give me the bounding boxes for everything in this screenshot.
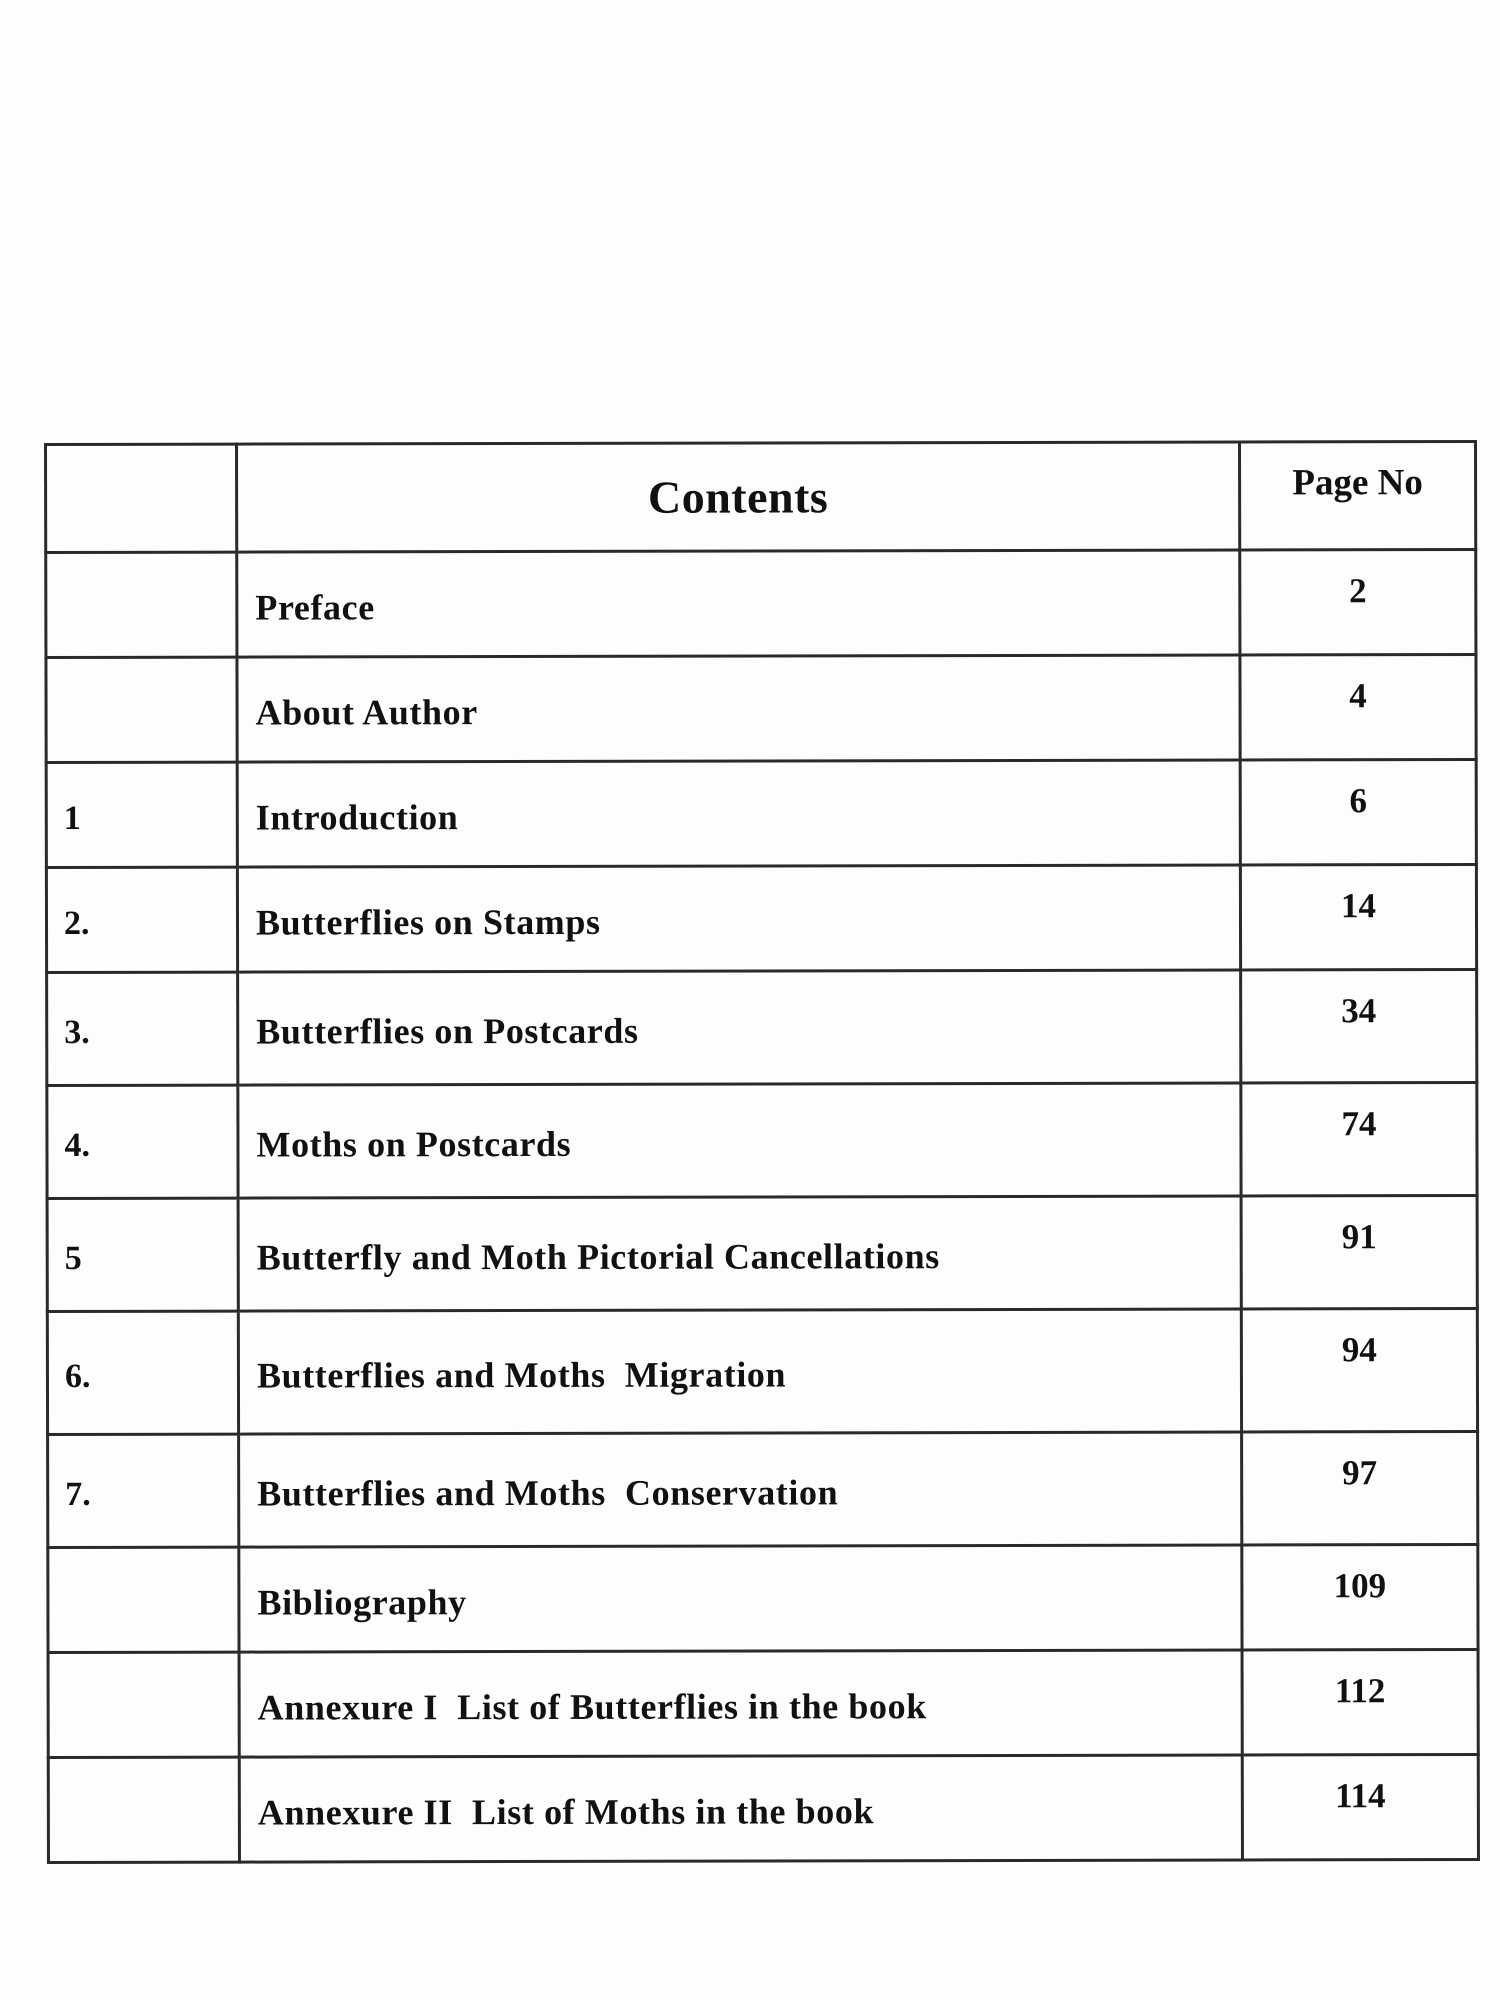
chapter-number: 1 — [46, 762, 237, 867]
chapter-number: 5 — [47, 1198, 238, 1311]
toc-row — [46, 865, 1476, 973]
header-number-cell — [46, 444, 237, 552]
contents-table — [44, 440, 1480, 1864]
contents-heading: Contents — [237, 442, 1240, 552]
chapter-number — [48, 1652, 239, 1757]
chapter-title: Annexure I List of Butterflies in the book — [239, 1650, 1242, 1757]
chapter-title: Butterflies and Moths Migration — [238, 1309, 1241, 1434]
chapter-page: 4 — [1240, 655, 1476, 760]
chapter-title: Annexure II List of Moths in the book — [239, 1755, 1242, 1862]
toc-row — [46, 655, 1476, 763]
page-number-heading: Page No — [1240, 442, 1476, 550]
chapter-page: 34 — [1241, 970, 1477, 1083]
chapter-number: 6. — [47, 1311, 238, 1434]
chapter-number — [48, 1757, 239, 1862]
chapter-title: Moths on Postcards — [238, 1083, 1241, 1198]
chapter-page: 97 — [1242, 1431, 1478, 1544]
toc-row — [47, 970, 1477, 1086]
chapter-title: Introduction — [237, 760, 1240, 867]
chapter-page: 94 — [1241, 1309, 1477, 1432]
chapter-title: Bibliography — [239, 1545, 1242, 1652]
toc-row — [47, 1309, 1477, 1435]
contents-header-row — [46, 442, 1476, 553]
toc-row — [46, 550, 1476, 658]
toc-row — [47, 1196, 1477, 1312]
chapter-page: 74 — [1241, 1083, 1477, 1196]
chapter-number — [46, 657, 237, 762]
toc-row — [47, 1083, 1477, 1199]
chapter-page: 114 — [1242, 1754, 1478, 1859]
toc-row — [48, 1754, 1478, 1862]
chapter-number: 4. — [47, 1085, 238, 1198]
chapter-page: 2 — [1240, 550, 1476, 655]
chapter-title: Butterflies and Moths Conservation — [239, 1432, 1242, 1547]
chapter-title: Preface — [237, 550, 1240, 657]
chapter-page: 91 — [1241, 1196, 1477, 1309]
chapter-page: 109 — [1242, 1544, 1478, 1649]
chapter-title: Butterflies on Postcards — [238, 970, 1241, 1085]
chapter-page: 6 — [1240, 760, 1476, 865]
toc-row — [48, 1649, 1478, 1757]
chapter-number: 7. — [48, 1434, 239, 1547]
toc-row — [48, 1431, 1478, 1547]
chapter-number — [48, 1547, 239, 1652]
toc-row — [48, 1544, 1478, 1652]
chapter-title: Butterflies on Stamps — [237, 865, 1240, 972]
chapter-page: 112 — [1242, 1649, 1478, 1754]
chapter-number: 3. — [47, 972, 238, 1085]
toc-row — [46, 760, 1476, 868]
chapter-number — [46, 552, 237, 657]
chapter-page: 14 — [1240, 865, 1476, 970]
chapter-title: About Author — [237, 655, 1240, 762]
chapter-title: Butterfly and Moth Pictorial Cancellations — [238, 1196, 1241, 1311]
chapter-number: 2. — [46, 867, 237, 972]
